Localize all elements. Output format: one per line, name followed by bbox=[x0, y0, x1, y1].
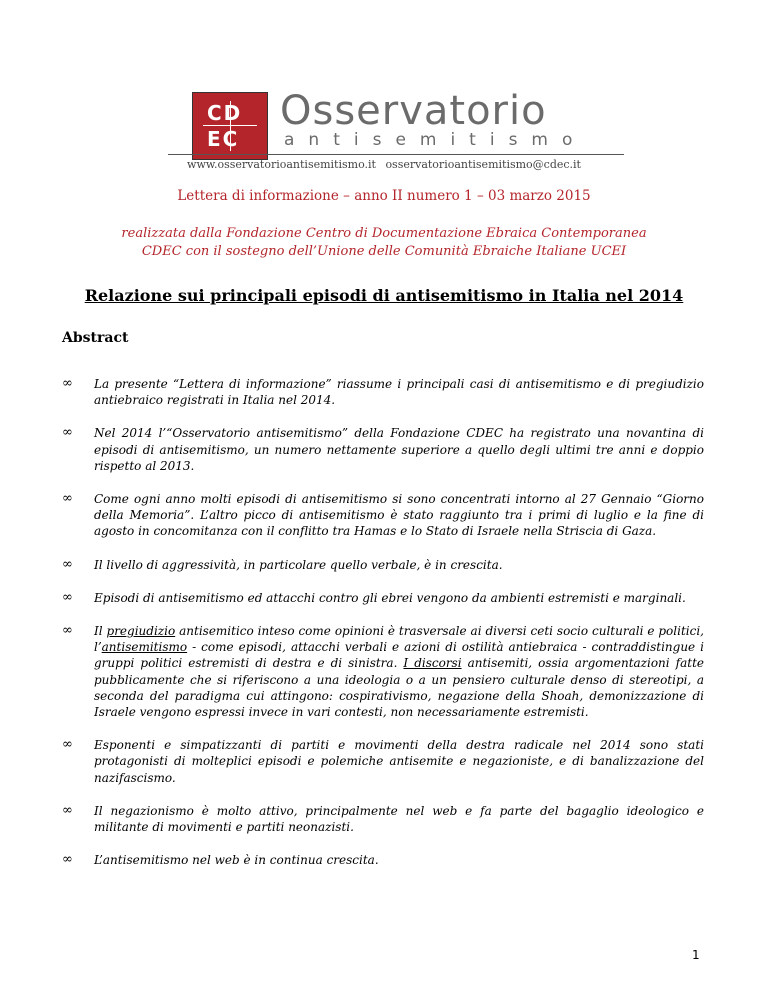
infinity-bullet-icon: ∞ bbox=[62, 491, 73, 507]
text-segment: - come episodi, attacchi verbali e azioni di ostilità antiebraica - contraddistingue i gruppi politici estremisti di destra e di sinistra. bbox=[94, 640, 704, 671]
logo-text-bottom: EC bbox=[207, 127, 240, 151]
infinity-bullet-icon: ∞ bbox=[62, 376, 73, 391]
logo-subtitle: antisemitismo bbox=[284, 130, 587, 150]
list-item bbox=[62, 557, 704, 573]
underlined-term-discorsi: I discorsi bbox=[403, 656, 462, 671]
list-item-text: Episodi di antisemitismo ed attacchi contro gli ebrei vengono da ambienti estremisti e marginali. bbox=[94, 590, 686, 605]
list-item-text: La presente “Lettera di informazione” riassume i principali casi di antisemitismo e di pregiudizio antiebraico registrati in Italia nel 2014. bbox=[94, 377, 704, 408]
list-item bbox=[62, 803, 704, 835]
logo-text-top: CD bbox=[207, 101, 243, 125]
infinity-bullet-icon: ∞ bbox=[62, 425, 73, 441]
page-number: 1 bbox=[692, 948, 700, 962]
abstract-list bbox=[62, 376, 704, 885]
list-item bbox=[62, 852, 704, 868]
infinity-bullet-icon: ∞ bbox=[62, 556, 73, 572]
infinity-bullet-icon: ∞ bbox=[62, 589, 73, 605]
text-segment: antisemiti, ossia argomentazioni fatte pubblicamente che si riferiscono a una ideologia o a un pensiero culturale denso di stereotipi, a seconda del paradigma cui attingono: cospirativismo, negazione della Shoah, demonizzazione di Israele vengono espressi invece in vari contesti, non necessariamente estremisti. bbox=[94, 656, 704, 720]
underlined-term-pregiudizio: pregiudizio bbox=[106, 624, 176, 639]
infinity-bullet-icon: ∞ bbox=[62, 802, 73, 818]
infinity-bullet-icon: ∞ bbox=[62, 623, 73, 639]
infinity-bullet-icon: ∞ bbox=[62, 737, 73, 753]
list-item-text: Il negazionismo è molto attivo, principalmente nel web e fa parte del bagaglio ideologico e militante di movimenti e partiti neonazisti. bbox=[94, 803, 704, 835]
website-link[interactable]: www.osservatorioantisemitismo.it bbox=[187, 158, 376, 171]
list-item bbox=[62, 425, 704, 474]
list-item bbox=[62, 737, 704, 786]
list-item bbox=[62, 491, 704, 540]
text-segment: antisemitico inteso come opinioni è trasversale ai diversi ceti socio culturali e politici, l’ bbox=[94, 624, 704, 655]
logo-title: Osservatorio bbox=[280, 88, 547, 134]
list-item-text: L’antisemitismo nel web è in continua crescita. bbox=[94, 853, 379, 868]
list-item bbox=[62, 590, 704, 606]
page-title: Relazione sui principali episodi di antisemitismo in Italia nel 2014 bbox=[84, 286, 684, 305]
header-contacts bbox=[0, 158, 768, 171]
list-item-text: Il livello di aggressività, in particolare quello verbale, è in crescita. bbox=[94, 557, 503, 572]
header-divider bbox=[168, 154, 624, 155]
abstract-heading: Abstract bbox=[62, 330, 129, 346]
underlined-term-antisemitismo: antisemitismo bbox=[101, 640, 188, 655]
text-segment: Il bbox=[94, 624, 107, 639]
list-item bbox=[62, 623, 704, 720]
header bbox=[0, 88, 768, 171]
credits: realizzata dalla Fondazione Centro di Documentazione Ebraica Contemporanea CDEC con il sostegno dell’Unione delle Comunità Ebraiche Italiane UCEI bbox=[121, 226, 647, 259]
infinity-bullet-icon: ∞ bbox=[62, 852, 73, 868]
list-item-text: Esponenti e simpatizzanti di partiti e movimenti della destra radicale nel 2014 sono stati protagonisti di molteplici episodi e polemiche antisemite e negazioniste, e di banalizzazione del nazifascismo. bbox=[94, 738, 704, 785]
cdec-logo bbox=[192, 92, 268, 160]
list-item-text: Come ogni anno molti episodi di antisemitismo si sono concentrati intorno al 27 Gennaio “Giorno della Memoria”. L’altro picco di antisemitismo è stato raggiunto tra i primi di luglio e la fine di agosto in concomitanza con il conflitto tra Hamas e lo Stato di Israele nella Striscia di Gaza. bbox=[94, 492, 704, 539]
newsletter-line: Lettera di informazione – anno II numero 1 – 03 marzo 2015 bbox=[177, 188, 591, 204]
list-item-text: Nel 2014 l’“Osservatorio antisemitismo” della Fondazione CDEC ha registrato una novantina di episodi di antisemitismo, un numero nettamente superiore a quello degli ultimi tre anni e doppio rispetto al 2013. bbox=[94, 426, 704, 473]
email-link[interactable]: osservatorioantisemitismo@cdec.it bbox=[385, 158, 581, 171]
list-item bbox=[62, 376, 704, 408]
